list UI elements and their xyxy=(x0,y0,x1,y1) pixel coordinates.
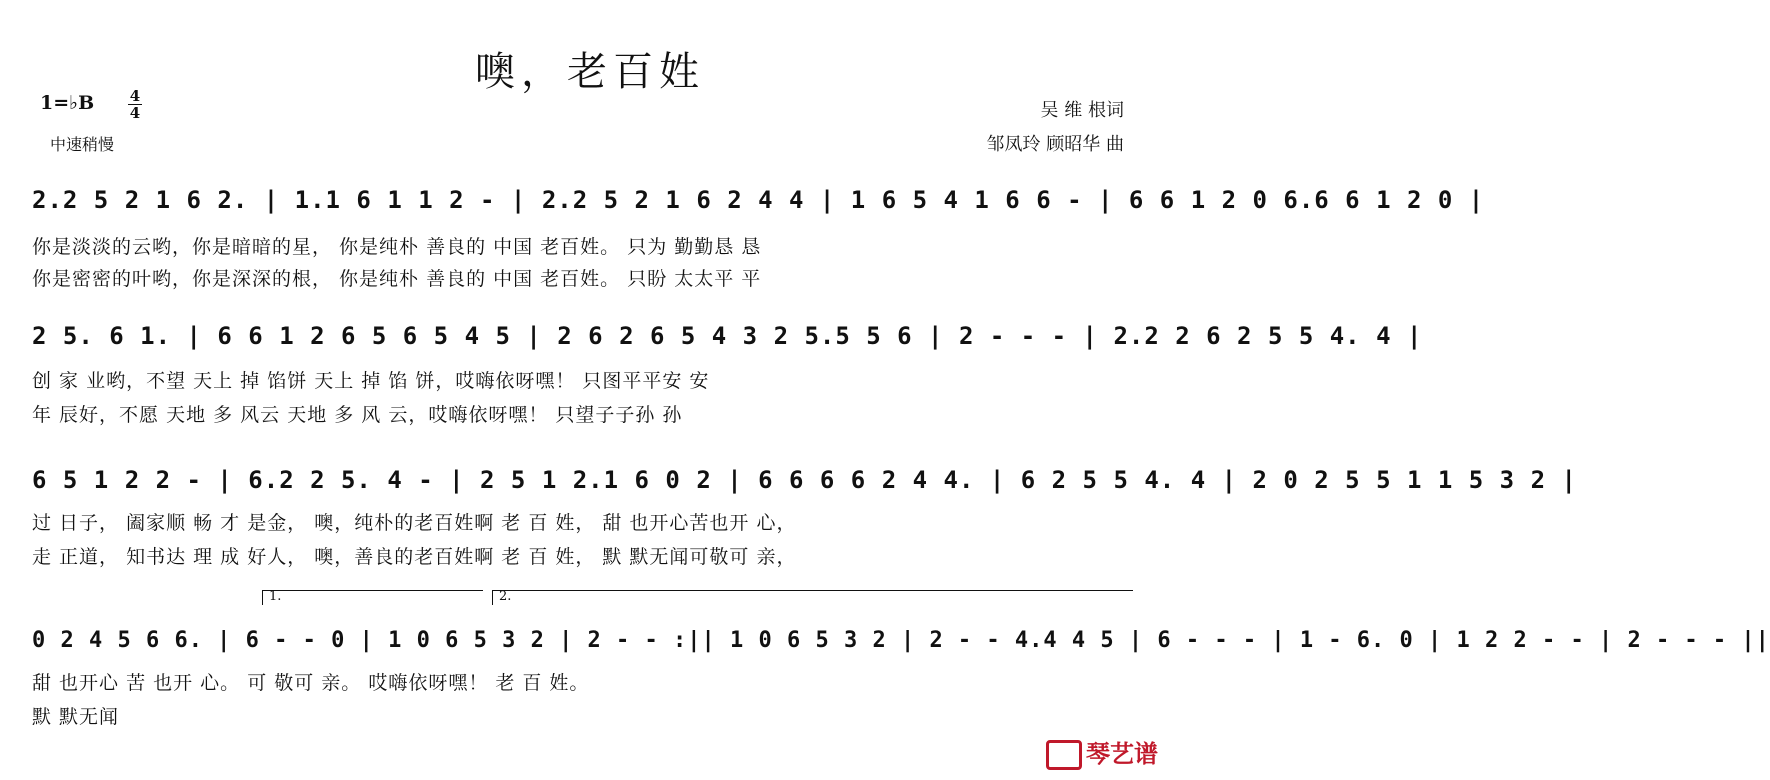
logo-icon xyxy=(1046,740,1082,770)
system-3-notes: 6 5 1 2 2 - | 6.2 2 5. 4 - | 2 5 1 2.1 6 0 2 | 6 6 6 6 2 4 4. | 6 2 5 5 4. 4 | 2 0 2 5 5 1 1 5 3 2 | xyxy=(32,466,1577,494)
system-3-lyrics-verse2: 走 正道， 知书达 理 成 好人， 噢，善良的老百姓啊 老 百 姓， 默 默无闻可敬可 亲， xyxy=(32,546,797,568)
key-signature: 1=♭B xyxy=(40,92,95,114)
system-2-lyrics-verse1: 创 家 业哟，不望 天上 掉 馅饼 天上 掉 馅 饼，哎嗨依呀嘿！ 只图平平安 安 xyxy=(32,370,710,392)
system-1-notes: 2.2 5 2 1 6 2. | 1.1 6 1 1 2 - | 2.2 5 2 1 6 2 4 4 | 1 6 5 4 1 6 6 - | 6 6 1 2 0 6.6 6 1 2 0 | xyxy=(32,186,1485,214)
volta-first-ending-label: 1. xyxy=(269,589,282,604)
time-signature-bottom: 4 xyxy=(129,104,141,122)
logo-text: 琴艺谱 xyxy=(1086,740,1158,768)
system-4-lyrics-verse1: 甜 也开心 苦 也开 心。 可 敬可 亲。 哎嗨依呀嘿！ 老 百 姓。 xyxy=(32,672,590,694)
tempo-marking: 中速稍慢 xyxy=(50,135,115,154)
page-title: 噢，老百姓 xyxy=(475,49,705,95)
volta-second-ending xyxy=(492,590,1133,605)
volta-first-ending xyxy=(262,590,483,605)
time-signature-top: 4 xyxy=(129,87,141,105)
site-logo xyxy=(1046,734,1158,770)
system-4-notes: 0 2 4 5 6 6. | 6 - - 0 | 1 0 6 5 3 2 | 2 - - :|| 1 0 6 5 3 2 | 2 - - 4.4 4 5 | 6 - - - | 1 - 6. 0 | 1 2 2 - - | 2 - - - || xyxy=(32,628,1770,653)
system-2-lyrics-verse2: 年 辰好，不愿 天地 多 风云 天地 多 风 云，哎嗨依呀嘿！ 只望子子孙 孙 xyxy=(32,404,683,426)
system-2-notes: 2 5. 6 1. | 6 6 1 2 6 5 6 5 4 5 | 2 6 2 6 5 4 3 2 5.5 5 6 | 2 - - - | 2.2 2 6 2 5 5 4. 4 | xyxy=(32,322,1423,350)
composer-credit: 邹凤玲 顾昭华 曲 xyxy=(986,134,1124,155)
lyricist-credit: 吴 维 根词 xyxy=(1040,100,1124,121)
volta-second-ending-label: 2. xyxy=(499,589,512,604)
system-4-lyrics-verse2: 默 默无闻 xyxy=(32,706,120,728)
time-signature xyxy=(128,88,142,121)
system-1-lyrics-verse1: 你是淡淡的云哟，你是暗暗的星， 你是纯朴 善良的 中国 老百姓。 只为 勤勤恳 恳 xyxy=(32,236,762,258)
system-3-lyrics-verse1: 过 日子， 阖家顺 畅 才 是金， 噢，纯朴的老百姓啊 老 百 姓， 甜 也开心苦也开 心， xyxy=(32,512,797,534)
system-1-lyrics-verse2: 你是密密的叶哟，你是深深的根， 你是纯朴 善良的 中国 老百姓。 只盼 太太平 平 xyxy=(32,268,762,290)
